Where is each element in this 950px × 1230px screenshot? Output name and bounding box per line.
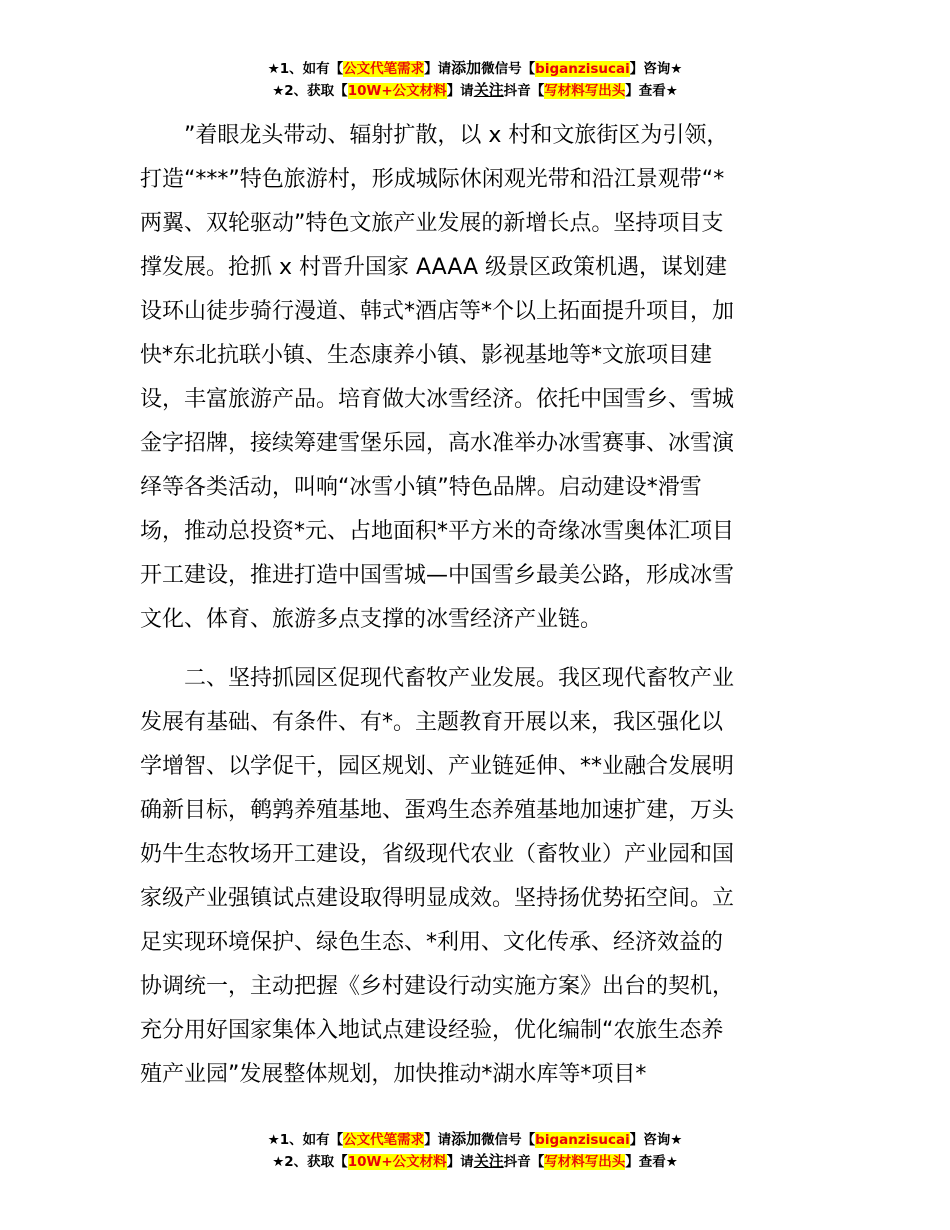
header-line-1: ★1、如有【公文代笔需求】请添加微信号【biganzisucai】咨询★ — [267, 59, 683, 77]
text-line: 绎等各类活动，叫响“冰雪小镇”特色品牌。启动建设*滑雪 — [140, 475, 702, 500]
materials-highlight: 10W+公文材料 — [347, 83, 447, 99]
text-line: 场，推动总投资*元、占地面积*平方米的奇缘冰雪奥体汇项目 — [140, 519, 735, 544]
text-line: 足实现环境保护、绿色生态、*利用、文化传承、经济效益的 — [140, 930, 724, 955]
footer-line-1: ★1、如有【公文代笔需求】请添加微信号【biganzisucai】咨询★ — [267, 1130, 683, 1148]
text-line: 金字招牌，接续筹建雪堡乐园，高水准举办冰雪赛事、冰雪演 — [140, 431, 735, 456]
text-line: ”着眼龙头带动、辐射扩散，以 x 村和文旅街区为引领， — [184, 123, 729, 148]
document-body — [140, 114, 812, 1097]
text-line: 设，丰富旅游产品。培育做大冰雪经济。依托中国雪乡、雪城 — [140, 387, 735, 412]
paragraph-1 — [140, 114, 812, 642]
text-line: 发展有基础、有条件、有*。主题教育开展以来，我区强化以 — [140, 710, 724, 735]
service-highlight: 公文代笔需求 — [343, 1132, 425, 1148]
header-line-2: ★2、获取【10W+公文材料】请关注抖音【写材料写出头】查看★ — [272, 81, 678, 99]
douyin-highlight: 写材料写出头 — [544, 83, 626, 99]
text-line: 殖产业园”发展整体规划，加快推动*湖水库等*项目* — [140, 1062, 647, 1087]
text-line: 开工建设，推进打造中国雪城—中国雪乡最美公路，形成冰雪 — [140, 563, 735, 588]
text-line: 设环山徒步骑行漫道、韩式*酒店等*个以上拓面提升项目，加 — [140, 299, 735, 324]
douyin-highlight: 写材料写出头 — [544, 1154, 626, 1170]
header-banner — [0, 58, 950, 102]
text-line: 家级产业强镇试点建设取得明显成效。坚持扬优势拓空间。立 — [140, 886, 735, 911]
paragraph-2 — [140, 657, 812, 1097]
text-line: 学增智、以学促干，园区规划、产业链延伸、**业融合发展明 — [140, 754, 735, 779]
wechat-id-highlight: biganzisucai — [535, 61, 630, 77]
footer-banner — [0, 1129, 950, 1173]
footer-line-2: ★2、获取【10W+公文材料】请关注抖音【写材料写出头】查看★ — [272, 1152, 678, 1170]
wechat-id-highlight: biganzisucai — [535, 1132, 630, 1148]
text-line: 二、坚持抓园区促现代畜牧产业发展。我区现代畜牧产业 — [184, 666, 735, 691]
text-line: 快*东北抗联小镇、生态康养小镇、影视基地等*文旅项目建 — [140, 343, 713, 368]
text-line: 确新目标，鹌鹑养殖基地、蛋鸡生态养殖基地加速扩建，万头 — [140, 798, 735, 823]
text-line: 两翼、双轮驱动”特色文旅产业发展的新增长点。坚持项目支 — [140, 211, 724, 236]
text-line: 撑发展。抢抓 x 村晋升国家 AAAA 级景区政策机遇，谋划建 — [140, 255, 728, 280]
text-line: 充分用好国家集体入地试点建设经验，优化编制“农旅生态养 — [140, 1018, 724, 1043]
text-line: 协调统一，主动把握《乡村建设行动实施方案》出台的契机， — [140, 974, 735, 999]
text-line: 文化、体育、旅游多点支撑的冰雪经济产业链。 — [140, 607, 603, 632]
text-line: 打造“***”特色旅游村，形成城际休闲观光带和沿江景观带“* — [140, 167, 725, 192]
text-line: 奶牛生态牧场开工建设，省级现代农业（畜牧业）产业园和国 — [140, 842, 735, 867]
service-highlight: 公文代笔需求 — [343, 61, 425, 77]
materials-highlight: 10W+公文材料 — [347, 1154, 447, 1170]
